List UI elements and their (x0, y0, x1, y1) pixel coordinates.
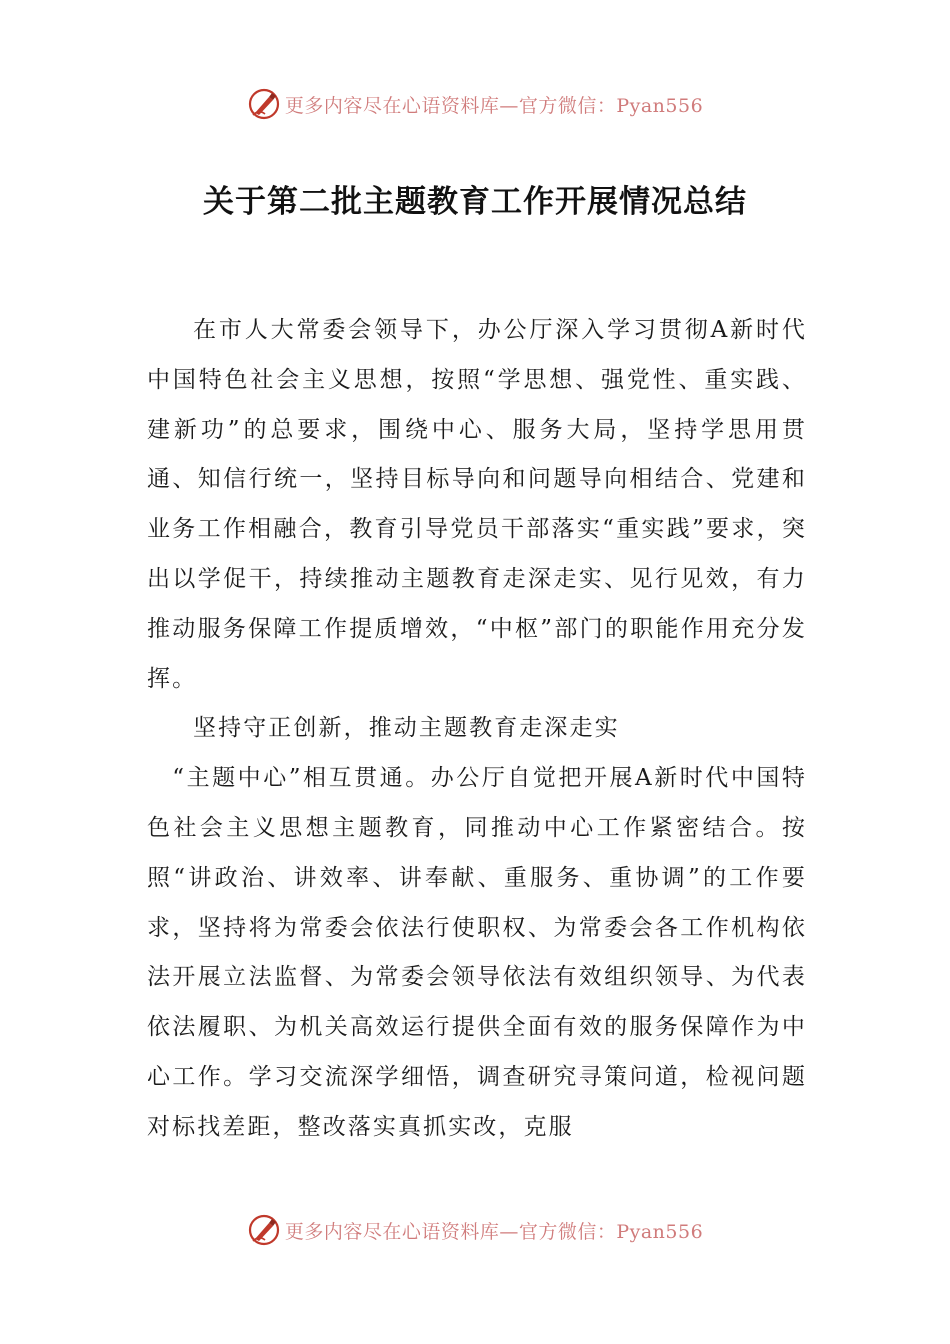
pen-seal-icon (247, 87, 281, 121)
document-body (147, 306, 807, 1153)
pen-seal-icon (247, 1213, 281, 1247)
document-title: 关于第二批主题教育工作开展情况总结 (203, 184, 747, 220)
watermark-text: 更多内容尽在心语资料库—官方微信：Pyan556 (284, 94, 704, 117)
watermark-banner-top (0, 84, 950, 124)
paragraph-section-1: “主题中心”相互贯通。办公厅自觉把开展A新时代中国特色社会主义思想主题教育，同推动中心工作紧密结合。按照“讲政治、讲效率、讲奉献、重服务、重协调”的工作要求，坚持将为常委会依法行使职权、为常委会各工作机构依法开展立法监督、为常委会领导依法有效组织领导、为代表依法履职、为机关高效运行提供全面有效的服务保障作为中心工作。学习交流深学细悟，调查研究寻策问道，检视问题对标找差距，整改落实真抓实改，克服 (147, 765, 807, 1140)
watermark-banner-bottom (0, 1210, 950, 1250)
paragraph-intro: 在市人大常委会领导下，办公厅深入学习贯彻A新时代中国特色社会主义思想，按照“学思想、强党性、重实践、建新功”的总要求，围绕中心、服务大局，坚持学思用贯通、知信行统一，坚持目标导向和问题导向相结合、党建和业务工作相融合，教育引导党员干部落实“重实践”要求，突出以学促干，持续推动主题教育走深走实、见行见效，有力推动服务保障工作提质增效，“中枢”部门的职能作用充分发挥。 (147, 317, 807, 692)
section-heading: 坚持守正创新，推动主题教育走深走实 (193, 715, 620, 742)
watermark-text: 更多内容尽在心语资料库—官方微信：Pyan556 (284, 1220, 704, 1243)
